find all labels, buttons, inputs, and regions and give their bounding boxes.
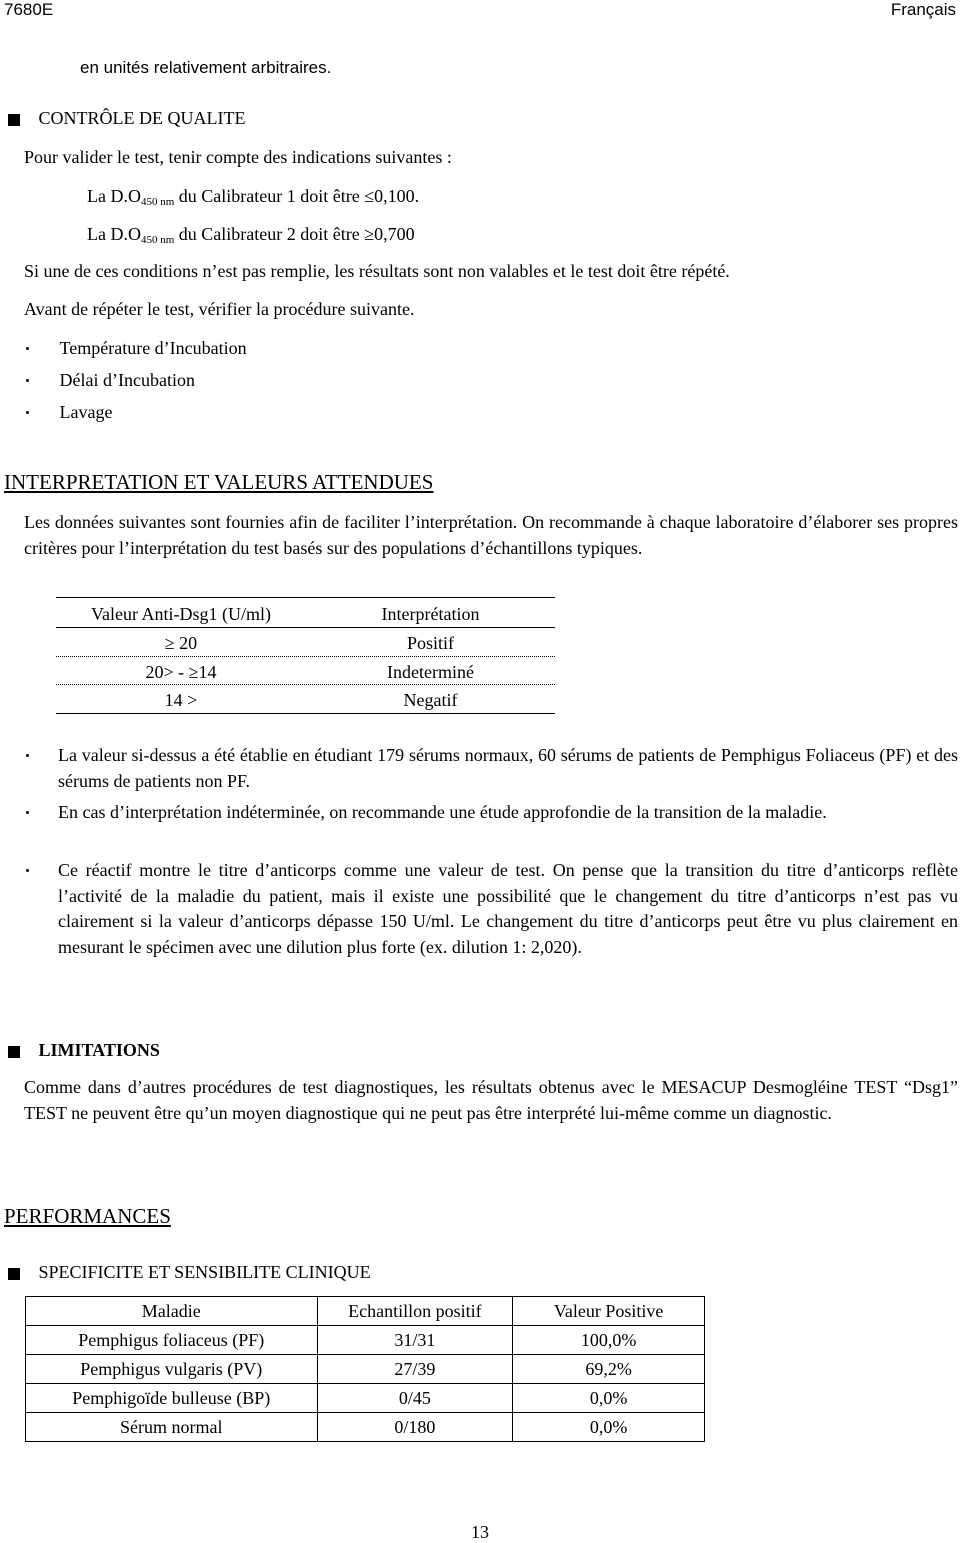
cell-valeur: 0,0% [513, 1413, 705, 1442]
intro-line: en unités relativement arbitraires. [80, 58, 332, 77]
square-bullet-icon [8, 114, 20, 126]
qc-bullet-3 [26, 401, 112, 423]
qc-line1-c: 0,100. [374, 186, 420, 206]
cell-valeur: 0,0% [513, 1384, 705, 1413]
qc-line2-sym: ≥ [364, 224, 375, 244]
qc-line2-sub: 450 nm [140, 234, 175, 246]
limitations-text: Comme dans d’autres procédures de test diagnostiques, les résultats obtenus avec le MESACUP Desmogléine TEST “Dsg1” TEST ne peuvent être qu’un moyen diagnostique qui ne peut pas être interprété lui-même comme un diagnostic. [24, 1077, 958, 1123]
header-language: Français [890, 0, 956, 19]
qc-bullet-1 [26, 337, 247, 359]
table-row [26, 1384, 705, 1413]
page-number: 13 [471, 1522, 489, 1542]
dot-bullet-icon [26, 869, 29, 872]
limitations-title: LIMITATIONS [38, 1040, 160, 1060]
square-bullet-icon [8, 1046, 20, 1058]
qc-line1-sub: 450 nm [140, 196, 175, 208]
qc-bullet-2 [26, 369, 195, 391]
dot-bullet-icon [26, 754, 29, 757]
dot-bullet-icon [26, 379, 29, 382]
interp-row-2-result: Indeterminé [387, 662, 474, 682]
qc-line1-sym: ≤ [364, 186, 375, 206]
cell-maladie: Sérum normal [26, 1413, 318, 1442]
interp-header-interpretation: Interprétation [381, 604, 480, 624]
interp-title: INTERPRETATION ET VALEURS ATTENDUES [4, 470, 434, 494]
interp-text: Les données suivantes sont fournies afin de faciliter l’interprétation. On recommande à chaque laboratoire d’élaborer ses propres critères pour l’interprétation du test basés sur des populations d’échantillons typiques. [24, 512, 958, 558]
cell-valeur: 100,0% [513, 1326, 705, 1355]
dot-bullet-icon [26, 347, 29, 350]
limitations-heading [8, 1039, 160, 1061]
interp-header-value: Valeur Anti-Dsg1 (U/ml) [91, 604, 271, 624]
qc-lead: Pour valider le test, tenir compte des indications suivantes : [24, 147, 452, 167]
qc-fail-text: Si une de ces conditions n’est pas remplie, les résultats sont non valables et le test doit être répété. [24, 261, 730, 281]
interp-row-1-value: ≥ 20 [164, 633, 198, 653]
cell-echantillon: 0/45 [317, 1384, 513, 1413]
cell-echantillon: 27/39 [317, 1355, 513, 1384]
note-3 [26, 858, 958, 960]
qc-bullet-text: Délai d’Incubation [59, 370, 195, 390]
qc-line1-a: La D.O [87, 186, 141, 206]
dot-bullet-icon [26, 811, 29, 814]
header-echantillon: Echantillon positif [317, 1297, 513, 1326]
qc-title: CONTRÔLE DE QUALITE [38, 108, 246, 128]
table-row [26, 1355, 705, 1384]
performance-table [25, 1296, 705, 1442]
performances-subheading [8, 1261, 371, 1283]
header-maladie: Maladie [26, 1297, 318, 1326]
header-valeur: Valeur Positive [513, 1297, 705, 1326]
header-doc-code: 7680E [4, 0, 54, 19]
interp-row-1-result: Positif [406, 633, 454, 653]
cell-echantillon: 31/31 [317, 1326, 513, 1355]
qc-calibrator-1 [87, 185, 419, 213]
note-2 [26, 800, 958, 826]
qc-line1-b: du Calibrateur 1 doit être [174, 186, 365, 206]
square-bullet-icon [8, 1268, 20, 1280]
cell-maladie: Pemphigoïde bulleuse (BP) [26, 1384, 318, 1413]
cell-echantillon: 0/180 [317, 1413, 513, 1442]
note-1-text: La valeur si-dessus a été établie en étudiant 179 sérums normaux, 60 sérums de patients de Pemphigus Foliaceus (PF) et des sérums de patients non PF. [58, 745, 958, 791]
table-row [26, 1413, 705, 1442]
cell-valeur: 69,2% [513, 1355, 705, 1384]
cell-maladie: Pemphigus vulgaris (PV) [26, 1355, 318, 1384]
qc-calibrator-2 [87, 223, 415, 251]
cell-maladie: Pemphigus foliaceus (PF) [26, 1326, 318, 1355]
performances-title: PERFORMANCES [4, 1204, 171, 1228]
qc-line2-c: 0,700 [374, 224, 415, 244]
interp-row-3-result: Negatif [403, 690, 458, 710]
interp-row-3-value: 14 > [164, 690, 198, 710]
table-row [26, 1326, 705, 1355]
qc-bullet-text: Température d’Incubation [59, 338, 247, 358]
performances-subtitle: SPECIFICITE ET SENSIBILITE CLINIQUE [38, 1262, 371, 1282]
qc-bullet-text: Lavage [59, 402, 113, 422]
qc-line2-b: du Calibrateur 2 doit être [174, 224, 365, 244]
note-1 [26, 743, 958, 794]
note-3-text: Ce réactif montre le titre d’anticorps comme une valeur de test. On pense que la transition du titre d’anticorps reflète l’activité de la maladie du patient, mais il existe une possibilité que le changement du titre d’anticorps n’est pas vu clairement si la valeur d’anticorps dépasse 150 U/ml. Le changement du titre d’anticorps peut être vu plus clairement en mesurant le spécimen avec une dilution plus forte (ex. dilution 1: 2,020). [58, 860, 958, 957]
qc-check-text: Avant de répéter le test, vérifier la procédure suivante. [24, 299, 415, 319]
table-header-row [26, 1297, 705, 1326]
qc-heading [8, 107, 245, 129]
dot-bullet-icon [26, 411, 29, 414]
qc-line2-a: La D.O [87, 224, 141, 244]
note-2-text: En cas d’interprétation indéterminée, on recommande une étude approfondie de la transition de la maladie. [58, 802, 827, 822]
interp-row-2-value: 20> - ≥14 [145, 662, 217, 682]
